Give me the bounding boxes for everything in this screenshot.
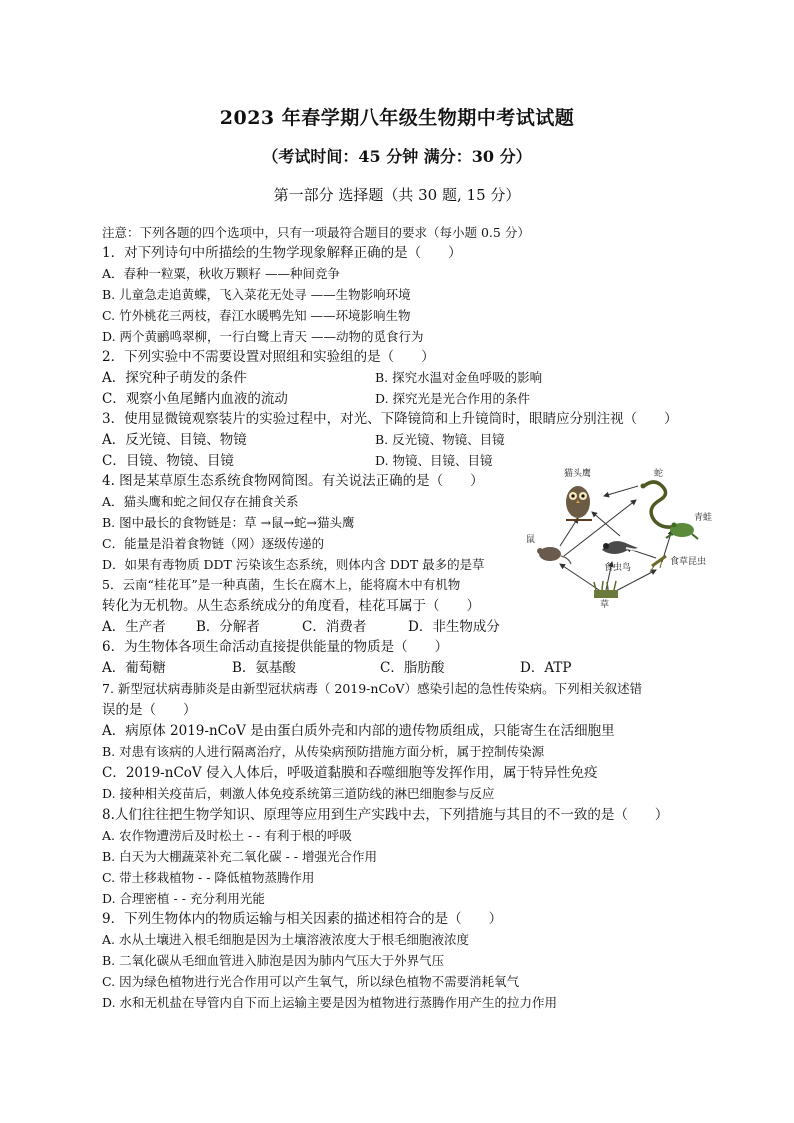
q2-option-c: C．观察小鱼尾鳍内血液的流动 bbox=[102, 391, 288, 407]
q6-option-b: B．氨基酸 bbox=[232, 660, 296, 676]
food-web-label-grass: 草 bbox=[600, 600, 610, 608]
q8-option-c: C. 带土移栽植物 - - 降低植物蒸腾作用 bbox=[102, 870, 315, 885]
q8-option-d: D. 合理密植 - - 充分利用光能 bbox=[102, 891, 265, 906]
q6-option-a: A．葡萄糖 bbox=[102, 660, 166, 676]
q3-stem: 3．使用显微镜观察装片的实验过程中，对光、下降镜筒和上升镜筒时，眼睛应分别注视（ ） bbox=[102, 411, 678, 427]
q6-option-c: C．脂肪酸 bbox=[380, 660, 445, 676]
q1-option-b: B. 儿童急走追黄蝶，飞入菜花无处寻 ——生物影响环境 bbox=[102, 287, 411, 302]
food-web-label-frog: 青蛙 bbox=[694, 513, 713, 523]
q4-option-d: D．如果有毒物质 DDT 污染该生态系统，则体内含 DDT 最多的是草 bbox=[102, 557, 485, 572]
q3-option-a: A．反光镜、目镜、物镜 bbox=[102, 432, 247, 448]
q5-option-c: C．消费者 bbox=[302, 619, 367, 635]
food-web-label-insect: 食草昆虫 bbox=[670, 557, 707, 567]
q9-option-b: B. 二氧化碳从毛细血管进入肺泡是因为肺内气压大于外界气压 bbox=[102, 953, 445, 968]
frog-icon bbox=[666, 523, 698, 540]
q1-option-d: D. 两个黄鹂鸣翠柳，一行白鹭上青天 ——动物的觅食行为 bbox=[102, 329, 424, 344]
q5-option-d: D．非生物成分 bbox=[408, 619, 500, 635]
section-heading: 第一部分 选择题（共 30 题, 15 分） bbox=[273, 186, 521, 204]
exam-title: 2023 年春学期八年级生物期中考试试题 bbox=[219, 107, 575, 129]
q2-option-b: B. 探究水温对金鱼呼吸的影响 bbox=[375, 370, 543, 385]
q6-stem: 6．为生物体各项生命活动直接提供能量的物质是（ ） bbox=[102, 639, 449, 655]
q3-option-d: D. 物镜、目镜、目镜 bbox=[375, 453, 493, 468]
q8-option-a: A. 农作物遭涝后及时松土 - - 有利于根的呼吸 bbox=[102, 828, 352, 843]
food-web-label-bird: 食虫鸟 bbox=[604, 563, 632, 573]
bird-icon bbox=[602, 541, 638, 554]
q5-option-b: B．分解者 bbox=[196, 619, 260, 635]
q5-stem-line1: 5．云南“桂花耳”是一种真菌，生长在腐木上，能将腐木中有机物 bbox=[102, 577, 461, 592]
q9-option-a: A. 水从土壤进入根毛细胞是因为土壤溶液浓度大于根毛细胞液浓度 bbox=[102, 932, 469, 947]
food-web-label-snake: 蛇 bbox=[654, 469, 664, 479]
q1-option-a: A．春种一粒粟，秋收万颗籽 ——种间竞争 bbox=[102, 266, 341, 281]
q9-stem: 9．下列生物体内的物质运输与相关因素的描述相符合的是（ ） bbox=[102, 911, 503, 927]
insect-icon bbox=[650, 556, 666, 572]
exam-subtitle: （考试时间：45 分钟 满分：30 分） bbox=[262, 147, 532, 166]
q4-option-b: B. 图中最长的食物链是：草 →鼠→蛇→猫头鹰 bbox=[102, 515, 355, 530]
q7-option-d: D. 接种相关疫苗后，刺激人体免疫系统第三道防线的淋巴细胞参与反应 bbox=[102, 786, 495, 801]
q4-option-c: C．能量是沿着食物链（网）逐级传递的 bbox=[102, 536, 325, 551]
q7-option-c: C．2019-nCoV 侵入人体后，呼吸道黏膜和吞噬细胞等发挥作用，属于特异性免疫 bbox=[102, 765, 598, 781]
q9-option-d: D. 水和无机盐在导管内自下而上运输主要是因为植物进行蒸腾作用产生的拉力作用 bbox=[102, 995, 558, 1010]
food-web-diagram bbox=[522, 466, 728, 608]
instructions-note: 注意：下列各题的四个选项中，只有一项最符合题目的要求（每小题 0.5 分） bbox=[102, 225, 530, 240]
food-web-label-owl: 猫头鹰 bbox=[564, 469, 592, 479]
q6-option-d: D．ATP bbox=[520, 660, 572, 676]
q8-option-b: B. 白天为大棚蔬菜补充二氧化碳 - - 增强光合作用 bbox=[102, 849, 378, 864]
q1-stem: 1．对下列诗句中所描绘的生物学现象解释正确的是（ ） bbox=[102, 245, 462, 261]
q4-stem: 4. 图是某草原生态系统食物网简图。有关说法正确的是（ ） bbox=[102, 473, 484, 489]
q2-option-a: A．探究种子萌发的条件 bbox=[102, 370, 247, 386]
q7-option-a: A．病原体 2019-nCoV 是由蛋白质外壳和内部的遗传物质组成，只能寄生在活细胞里 bbox=[102, 723, 615, 739]
owl-icon bbox=[566, 486, 592, 520]
q7-stem-line1: 7. 新型冠状病毒肺炎是由新型冠状病毒（ 2019-nCoV）感染引起的急性传染病。下列相关叙述错 bbox=[102, 681, 643, 696]
q1-option-c: C. 竹外桃花三两枝，春江水暖鸭先知 ——环境影响生物 bbox=[102, 308, 411, 323]
q8-stem: 8.人们往往把生物学知识、原理等应用到生产实践中去，下列措施与其目的不一致的是（ ） bbox=[102, 807, 669, 823]
q5-option-a: A．生产者 bbox=[102, 619, 166, 635]
q7-stem-line2: 误的是（ ） bbox=[102, 702, 197, 718]
q3-option-c: C．目镜、物镜、目镜 bbox=[102, 453, 234, 469]
snake-icon bbox=[644, 482, 678, 527]
food-web-label-mouse: 鼠 bbox=[526, 535, 536, 545]
q5-stem-line2: 转化为无机物。从生态系统成分的角度看，桂花耳属于（ ） bbox=[102, 598, 480, 614]
q9-option-c: C. 因为绿色植物进行光合作用可以产生氧气，所以绿色植物不需要消耗氧气 bbox=[102, 974, 520, 989]
q4-option-a: A．猫头鹰和蛇之间仅存在捕食关系 bbox=[102, 494, 299, 509]
q2-stem: 2．下列实验中不需要设置对照组和实验组的是（ ） bbox=[102, 349, 435, 365]
q7-option-b: B. 对患有该病的人进行隔离治疗，从传染病预防措施方面分析，属于控制传染源 bbox=[102, 744, 545, 759]
q3-option-b: B. 反光镜、物镜、目镜 bbox=[375, 432, 505, 447]
mouse-icon bbox=[537, 547, 571, 564]
q2-option-d: D. 探究光是光合作用的条件 bbox=[375, 391, 531, 406]
